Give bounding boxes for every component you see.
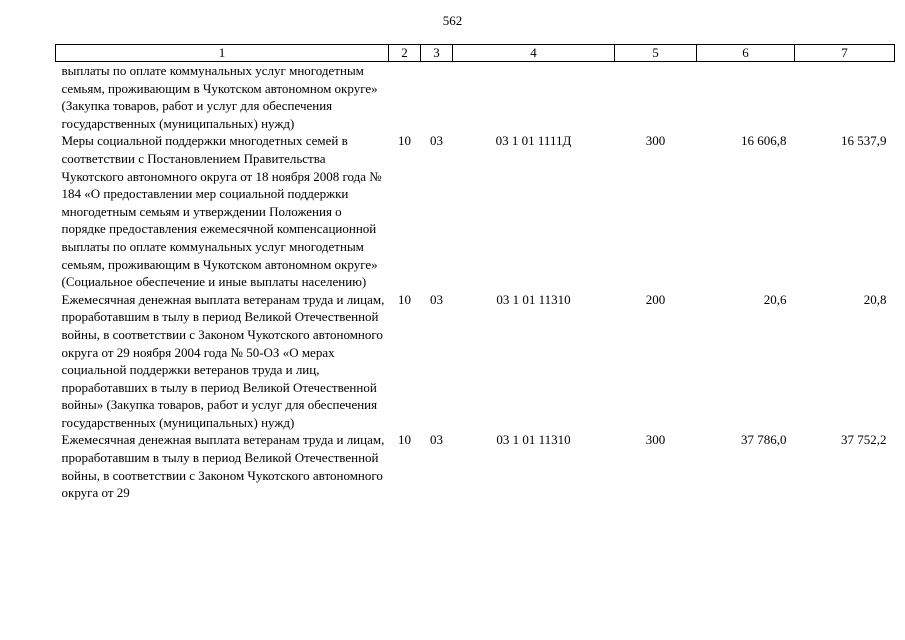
column-header-3: 3 (421, 45, 453, 62)
row-amount-6: 20,6 (763, 291, 787, 307)
row-description: Ежемесячная денежная выплата ветеранам труда и лицам, проработавшим в тылу в период Великой Отечественной войны, в соответствии с Законом Чукотского автономного округа от 29 ноября 2004 года № 50-ОЗ «О мерах социальной поддержки ветеранов труда и лиц, проработавших в тылу в период Великой Отечественной войны» (Закупка товаров, работ и услуг для обеспечения государственных (муниципальных) нужд) (61, 291, 385, 430)
row-description: Меры социальной поддержки многодетных семей в соответствии с Постановлением Правительства Чукотского автономного округа от 18 ноября 2008 года № 184 «О предоставлении мер социальной поддержки многодетным семьям и утверждении Положения о порядке предоставления ежемесячной компенсационной выплаты по оплате коммунальных услуг многодетным семьям, проживающим в Чукотском автономном округе» (Социальное обеспечение и иные выплаты населению) (61, 133, 382, 290)
row-amount-6: 37 786,0 (741, 432, 787, 448)
column-header-2: 2 (389, 45, 421, 62)
column-header-4: 4 (453, 45, 615, 62)
row-expense-type (615, 62, 697, 133)
row-expense-type: 300 (645, 133, 666, 149)
table-header-row (56, 45, 895, 62)
table-row (56, 431, 895, 501)
row-expense-type: 200 (645, 291, 666, 307)
row-section (389, 62, 421, 133)
page-number: 562 (442, 13, 463, 28)
budget-table (55, 44, 895, 502)
row-section: 10 (398, 291, 411, 307)
row-amount-7: 16 537,9 (841, 133, 887, 149)
row-target-code (453, 62, 615, 133)
row-amount-6 (697, 62, 795, 133)
row-target-code: 03 1 01 11310 (496, 432, 571, 448)
row-expense-type: 300 (645, 432, 666, 448)
row-amount-6: 16 606,8 (741, 133, 787, 149)
row-section: 10 (398, 432, 411, 448)
table-row (56, 62, 895, 133)
row-amount-7 (795, 62, 895, 133)
column-header-5: 5 (615, 45, 697, 62)
column-header-1: 1 (56, 45, 389, 62)
row-subsection: 03 (430, 432, 443, 448)
row-amount-7: 20,8 (863, 291, 887, 307)
row-description: выплаты по оплате коммунальных услуг многодетным семьям, проживающим в Чукотском автономном округе» (Закупка товаров, работ и услуг для обеспечения государственных (муниципальных) нужд) (61, 63, 378, 131)
row-section: 10 (398, 133, 411, 149)
row-target-code: 03 1 01 1111Д (495, 133, 572, 149)
table-row (56, 291, 895, 432)
row-subsection: 03 (430, 291, 443, 307)
table-row (56, 132, 895, 290)
row-description: Ежемесячная денежная выплата ветеранам труда и лицам, проработавшим в тылу в период Великой Отечественной войны, в соответствии с Законом Чукотского автономного округа от 29 (61, 432, 385, 501)
row-subsection (421, 62, 453, 133)
column-header-7: 7 (795, 45, 895, 62)
row-amount-7: 37 752,2 (841, 432, 887, 448)
row-target-code: 03 1 01 11310 (496, 291, 571, 307)
column-header-6: 6 (697, 45, 795, 62)
row-subsection: 03 (430, 133, 443, 149)
